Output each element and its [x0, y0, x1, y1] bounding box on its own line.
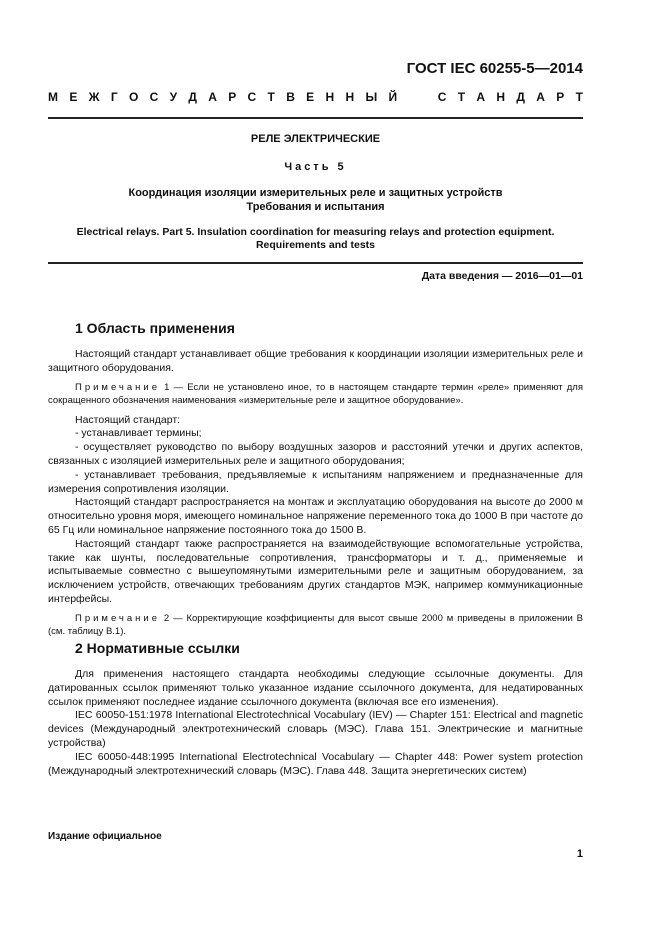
banner-letter	[423, 90, 426, 104]
s1-bullet-3: - устанавливает требования, предъявляемые к испытаниям напряжением и предназначенные для измерения сопротивления изоляции.	[48, 468, 583, 495]
s2-reference-1: IEC 60050-151:1978 International Electrotechnical Vocabulary (IEV) — Chapter 151: Electrical and magnetic devices (Международный электротехнический словарь (МЭС). Глава 151. Электрические и магнитные устройства)	[48, 709, 583, 749]
document-code: ГОСТ IEC 60255-5—2014	[406, 60, 583, 77]
s1-paragraph-2: Настоящий стандарт:	[75, 413, 181, 426]
banner-letter: Н	[345, 90, 355, 104]
section-2-heading: 2 Нормативные ссылки	[75, 640, 240, 656]
banner-letter: Ы	[365, 90, 378, 104]
s1-paragraph-4: Настоящий стандарт также распространяется на взаимодействующие вспомогательные устройства, такие как шунты, последовательные сопротивления, трансформаторы и т. д., применяемые и испытываемые совместно с вышеупомянутыми измерительными реле и защитным оборудованием, за исключением устройств, отвечающих требованиям других стандартов МЭК, например коммуникационные интерфейсы.	[48, 537, 583, 605]
s1-bullet-1: - устанавливает термины;	[75, 427, 202, 440]
edition-label: Издание официальное	[48, 831, 162, 842]
banner-letter: Й	[388, 90, 398, 104]
banner-letter: Н	[325, 90, 335, 104]
banner-letter: Ж	[88, 90, 100, 104]
banner-letter: Р	[228, 90, 237, 104]
section-1-heading: 1 Область применения	[75, 320, 235, 336]
banner-letter: У	[169, 90, 178, 104]
banner-letter: С	[437, 90, 447, 104]
banner-letter: Р	[556, 90, 565, 104]
s1-note-2	[48, 612, 583, 638]
subtitle-line-1: Координация изоляции измерительных реле и защитных устройств	[128, 187, 503, 199]
banner-letter: А	[476, 90, 486, 104]
s1-bullet-2: - осуществляет руководство по выбору воздушных зазоров и расстояний утечки и других аспектов, связанных с изоляцией измерительных реле и защитного оборудования;	[48, 441, 583, 467]
banner-letter: Т	[267, 90, 275, 104]
banner-letter: Д	[188, 90, 197, 104]
title-subtitle	[48, 186, 583, 214]
title-part: Часть 5	[284, 161, 347, 173]
banner-letter	[408, 90, 411, 104]
introduction-date: Дата введения — 2016—01—01	[421, 270, 583, 282]
note-2-label: Примечание	[75, 612, 160, 624]
title-rule	[48, 262, 583, 264]
english-line-2: Requirements and tests	[255, 239, 376, 251]
section-2-body	[48, 668, 583, 778]
banner-letter: Т	[457, 90, 466, 104]
banner-letter: О	[128, 90, 139, 104]
subtitle-line-2: Требования и испытания	[246, 201, 385, 213]
banner-letter: Т	[575, 90, 583, 104]
page-number: 1	[576, 848, 583, 860]
section-1-body	[48, 348, 583, 638]
banner-letter: А	[208, 90, 217, 104]
english-line-1: Electrical relays. Part 5. Insulation coordination for measuring relays and protection equipment.	[76, 226, 555, 238]
s2-paragraph-1: Для применения настоящего стандарта необходимы следующие ссылочные документы. Для датированных ссылок применяют только указанное издание ссылочного документа, для недатированных ссылок применяют последнее издание ссылочного документа (включая все его изменения).	[48, 668, 583, 708]
banner-letter: А	[536, 90, 545, 104]
banner-letter: С	[247, 90, 257, 104]
s1-paragraph-1: Настоящий стандарт устанавливает общие требования к координации изоляции измерительных реле и защитного оборудования.	[48, 348, 583, 374]
note-2-text: 2 — Корректирующие коэффициенты для высот свыше 2000 м приведены в приложении В (см. таблицу В.1).	[48, 612, 583, 637]
banner-letter: Е	[69, 90, 78, 104]
s1-note-1	[48, 381, 583, 407]
banner-letter: В	[286, 90, 295, 104]
note-1-label: Примечание	[75, 381, 160, 393]
banner-letter: Г	[110, 90, 118, 104]
interstate-standard-banner	[48, 90, 583, 104]
s2-reference-2: IEC 60050-448:1995 International Electrotechnical Vocabulary — Chapter 448: Power system protection (Международный электротехнический словарь (МЭС). Глава 448. Защита энергетических систем)	[48, 750, 583, 777]
note-1-text: 1 — Если не установлено иное, то в настоящем стандарте термин «реле» применяют для сокращенного обозначения наименования «измерительные реле и защитное оборудование».	[48, 381, 583, 406]
banner-letter: С	[149, 90, 159, 104]
header-rule	[48, 117, 583, 119]
banner-letter: Д	[516, 90, 525, 104]
title-main: РЕЛЕ ЭЛЕКТРИЧЕСКИЕ	[250, 133, 381, 145]
banner-letter: Е	[306, 90, 315, 104]
banner-letter: М	[48, 90, 58, 104]
banner-letter: Н	[496, 90, 506, 104]
s1-paragraph-3: Настоящий стандарт распространяется на монтаж и эксплуатацию оборудования на высоте до 2000 м относительно уровня моря, имеющего номинальное напряжение переменного тока до 1000 В при частоте до 65 Гц или номинальное напряжение постоянного тока до 1500 В.	[48, 496, 583, 536]
title-english	[48, 226, 583, 252]
